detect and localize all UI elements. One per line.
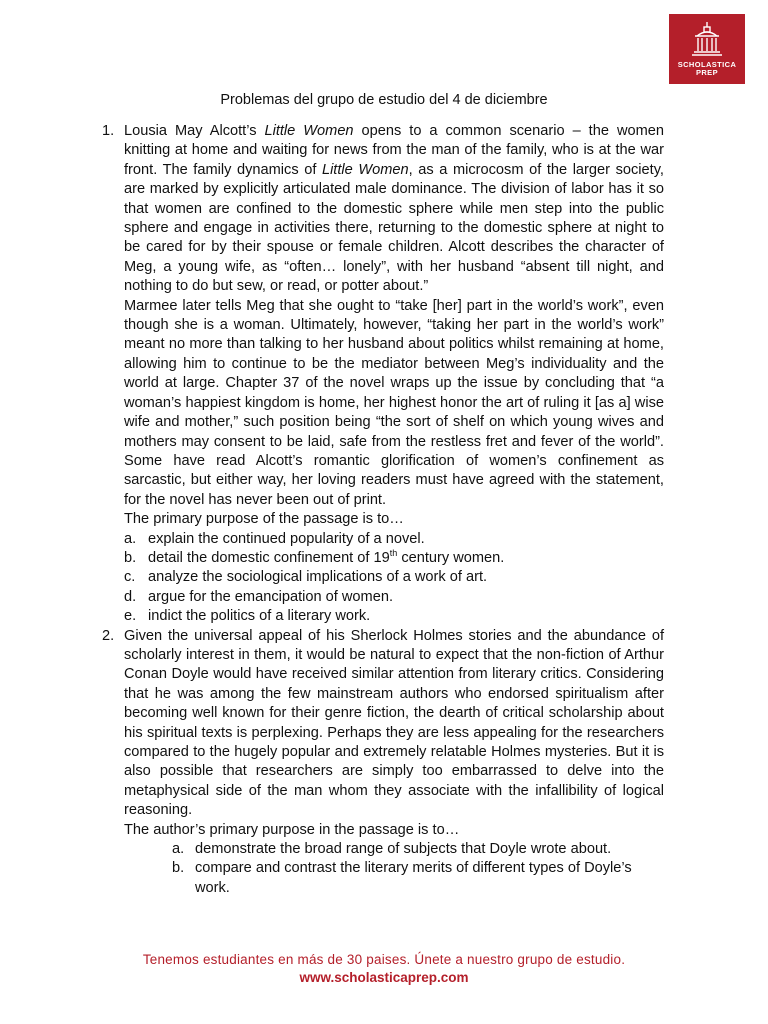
- answer-option[interactable]: a. demonstrate the broad range of subjects that Doyle wrote about.: [172, 841, 612, 858]
- logo-text: SCHOLASTICA PREP: [677, 60, 737, 77]
- question-number: 1.: [102, 123, 115, 139]
- passage-paragraph: Marmee later tells Meg that she ought to “take [her] part in the world’s work”, even though she is a woman. Ultimately, however, “taking her part in the world’s work” meant no more than talking to her husband about politics whilst remaining at home, allowing him to continue to be the mediator between Meg’s individuality and the world at large. Chapter 37 of the novel wraps up the issue by concluding that “a woman’s happiest kingdom is home, her highest honor the art of ruling it [as a] wise wife and mother,” such position being “the sort of shelf on which young wives and mothers may consent to be laid, safe from the restless fret and fever of the world”. Some have read Alcott’s romantic glorification of women’s confinement as sarcastic, but either way, her loving readers must have agreed with the statement, for the novel has never been out of print.: [124, 297, 664, 508]
- answer-option[interactable]: d. argue for the emancipation of women.: [124, 588, 393, 605]
- answer-option[interactable]: e. indict the politics of a literary work.: [124, 608, 371, 625]
- question-number: 2.: [102, 627, 115, 644]
- building-icon: [687, 20, 727, 60]
- document-body: [102, 122, 664, 898]
- answer-options: [124, 840, 664, 898]
- answer-option[interactable]: c. analyze the sociological implications of a work of art.: [124, 569, 488, 586]
- passage-paragraph: Lousia May Alcott’s Little Women opens to a common scenario – the women knitting at home and waiting for news from the man of the family, who is at the war front. The family dynamics of Little Women, as a microcosm of the larger society, are marked by explicitly articulated male dominance. The division of labor has it so that women are confined to the domestic sphere while men step into the public sphere and engage in activities there, returning to the domestic sphere at night to be cared for by their spouse or female children. Alcott describes the character of Meg, a young wife, as “often… lonely”, with her husband “absent till night, and nothing to do but sew, or read, or potter about.”: [124, 123, 664, 295]
- footer-website-link[interactable]: www.scholasticaprep.com: [299, 970, 469, 985]
- answer-option[interactable]: b. detail the domestic confinement of 19th century women.: [124, 548, 505, 566]
- question-2: [102, 627, 664, 899]
- answer-option[interactable]: b. compare and contrast the literary merits of different types of Doyle’s work.: [172, 860, 632, 896]
- passage-paragraph: Given the universal appeal of his Sherlock Holmes stories and the abundance of scholarly interest in them, it would be natural to expect that the non-fiction of Arthur Conan Doyle would have received similar attention from literary critics. Considering that he was among the few mainstream authors who endorsed spiritualism after becoming well known for their genre fiction, the dearth of critical scholarship about his spiritual texts is perplexing. Perhaps they are less appealing for the researchers compared to the hugely popular and extremely relatable Holmes mysteries. But it is also possible that researchers are simply too embarrassed to delve into the metaphysical side of the man whom they associate with the infallibility of logical reasoning.: [124, 627, 664, 819]
- page-title: Problemas del grupo de estudio del 4 de diciembre: [220, 92, 548, 108]
- answer-option[interactable]: a. explain the continued popularity of a novel.: [124, 530, 425, 547]
- answer-options: [124, 530, 664, 627]
- question-prompt: The primary purpose of the passage is to…: [124, 511, 404, 528]
- logo: [669, 14, 745, 84]
- question-prompt: The author’s primary purpose in the passage is to…: [124, 821, 460, 838]
- footer-tagline: Tenemos estudiantes en más de 30 paises. Únete a nuestro grupo de estudio.: [142, 952, 626, 967]
- question-1: [102, 122, 664, 627]
